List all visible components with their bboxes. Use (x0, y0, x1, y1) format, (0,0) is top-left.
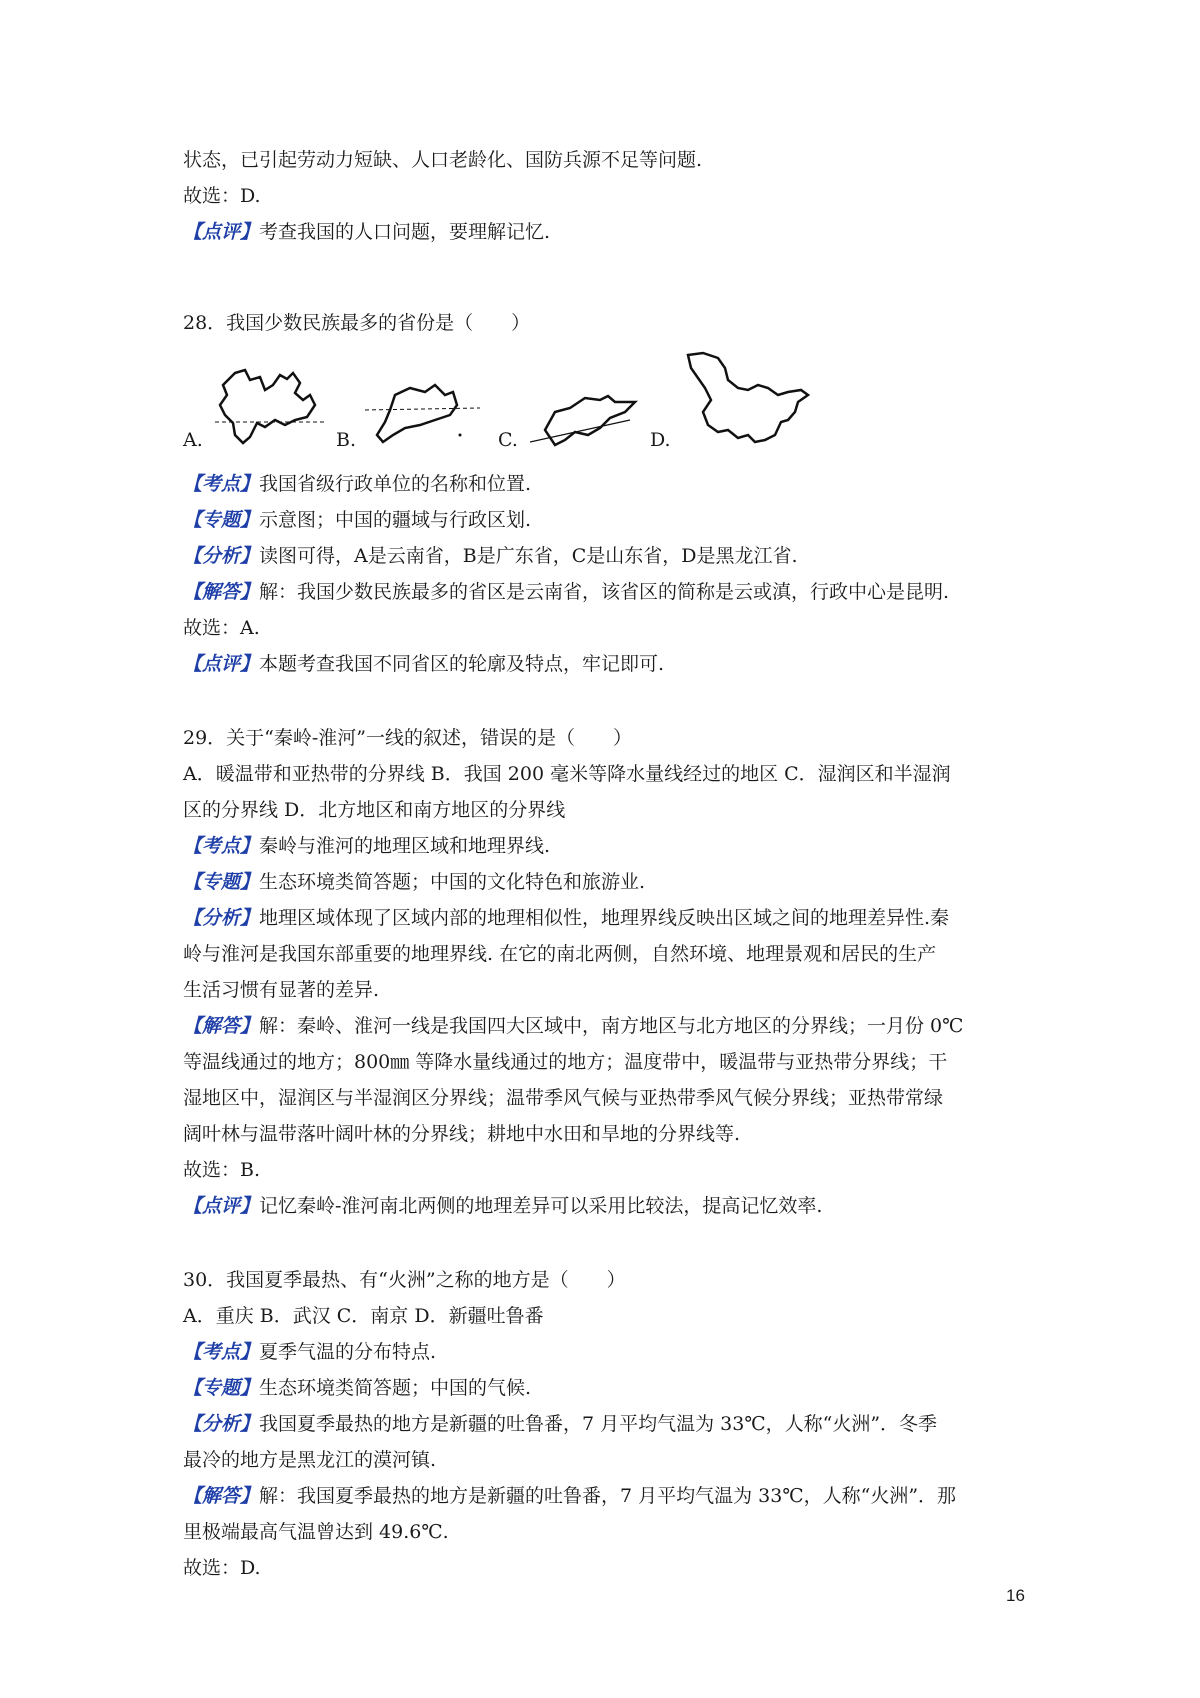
q30-fenxi-line-2: 最冷的地方是黑龙江的漠河镇. (183, 1449, 437, 1471)
q30-answer: 故选：D. (183, 1557, 261, 1579)
jieda-text: 解：我国少数民族最多的省区是云南省，该省区的简称是云或滇，行政中心是昆明. (259, 581, 950, 603)
q28-zhuanti (183, 502, 531, 538)
jieda-tag: 【解答】 (183, 1485, 260, 1507)
page-number: 16 (1006, 1586, 1025, 1605)
q30-jieda (183, 1478, 956, 1514)
heilongjiang-map-icon (683, 350, 813, 450)
q28-option-c: C. (498, 429, 518, 451)
fenxi-text: 我国夏季最热的地方是新疆的吐鲁番，7 月平均气温为 33℃，人称“火洲”．冬季 (259, 1413, 938, 1435)
fenxi-text: 读图可得，A是云南省，B是广东省，C是山东省，D是黑龙江省. (259, 545, 798, 567)
fenxi-tag: 【分析】 (183, 907, 260, 929)
kaodian-text: 夏季气温的分布特点. (259, 1341, 437, 1363)
review-tag: 【点评】 (183, 221, 260, 243)
review-text: 本题考查我国不同省区的轮廓及特点，牢记即可. (259, 653, 665, 675)
q29-jieda-line-2: 等温线通过的地方；800㎜ 等降水量线通过的地方；温度带中，暖温带与亚热带分界线；干 (183, 1051, 948, 1073)
fenxi-tag: 【分析】 (183, 1413, 260, 1435)
q28-jieda (183, 574, 949, 610)
q30-options: A．重庆 B．武汉 C．南京 D．新疆吐鲁番 (183, 1305, 544, 1327)
q30-zhuanti (183, 1370, 531, 1406)
q28-answer: 故选：A. (183, 617, 260, 639)
review-text: 记忆秦岭-淮河南北两侧的地理差异可以采用比较法，提高记忆效率. (259, 1195, 823, 1217)
q28-option-b: B. (336, 429, 357, 451)
q29-fenxi-line-3: 生活习惯有显著的差异. (183, 979, 380, 1001)
q28-review (183, 646, 664, 682)
q29-review (183, 1188, 822, 1224)
q28-option-d: D. (650, 429, 671, 451)
zhuanti-text: 生态环境类简答题；中国的气候. (259, 1377, 532, 1399)
q29-options-line-2: 区的分界线 D．北方地区和南方地区的分界线 (183, 799, 566, 821)
q29-jieda-line-4: 阔叶林与温带落叶阔叶林的分界线；耕地中水田和旱地的分界线等. (183, 1123, 741, 1145)
q28-option-a: A. (183, 429, 203, 451)
review-tag: 【点评】 (183, 653, 260, 675)
prev-review (183, 214, 550, 250)
q30-fenxi (183, 1406, 937, 1442)
q30-stem: 30．我国夏季最热、有“火洲”之称的地方是（ ） (183, 1269, 626, 1291)
prev-line-1: 状态，已引起劳动力短缺、人口老龄化、国防兵源不足等问题. (183, 149, 703, 171)
fenxi-tag: 【分析】 (183, 545, 260, 567)
guangdong-map-icon (365, 380, 485, 450)
q29-zhuanti (183, 864, 645, 900)
kaodian-tag: 【考点】 (183, 1341, 260, 1363)
zhuanti-tag: 【专题】 (183, 509, 260, 531)
q29-answer: 故选：B. (183, 1159, 261, 1181)
zhuanti-text: 生态环境类简答题；中国的文化特色和旅游业. (259, 871, 646, 893)
q29-fenxi (183, 900, 949, 936)
review-text: 考查我国的人口问题，要理解记忆. (259, 221, 551, 243)
q30-kaodian (183, 1334, 436, 1370)
kaodian-tag: 【考点】 (183, 473, 260, 495)
q29-fenxi-line-2: 岭与淮河是我国东部重要的地理界线. 在它的南北两侧，自然环境、地理景观和居民的生产 (183, 943, 937, 965)
q29-kaodian (183, 828, 550, 864)
fenxi-text: 地理区域体现了区域内部的地理相似性，地理界线反映出区域之间的地理差异性.秦 (259, 907, 950, 929)
zhuanti-text: 示意图；中国的疆域与行政区划. (259, 509, 532, 531)
q29-stem: 29．关于“秦岭-淮河”一线的叙述，错误的是（ ） (183, 727, 633, 749)
zhuanti-tag: 【专题】 (183, 1377, 260, 1399)
q28-fenxi (183, 538, 798, 574)
yunnan-map-icon (215, 365, 330, 445)
q29-jieda-line-3: 湿地区中，湿润区与半湿润区分界线；温带季风气候与亚热带季风气候分界线；亚热带常绿 (183, 1087, 944, 1109)
jieda-tag: 【解答】 (183, 1015, 260, 1037)
q28-kaodian (183, 466, 531, 502)
zhuanti-tag: 【专题】 (183, 871, 260, 893)
jieda-tag: 【解答】 (183, 581, 260, 603)
kaodian-tag: 【考点】 (183, 835, 260, 857)
q28-stem: 28．我国少数民族最多的省份是（ ） (183, 312, 531, 334)
q29-options-line-1: A．暖温带和亚热带的分界线 B．我国 200 毫米等降水量线经过的地区 C．湿润区和半湿润 (183, 763, 951, 785)
jieda-text: 解：我国夏季最热的地方是新疆的吐鲁番，7 月平均气温为 33℃，人称“火洲”．那 (259, 1485, 957, 1507)
review-tag: 【点评】 (183, 1195, 260, 1217)
shandong-map-icon (530, 390, 640, 452)
jieda-text: 解：秦岭、淮河一线是我国四大区域中，南方地区与北方地区的分界线；一月份 0℃ (259, 1015, 964, 1037)
prev-answer: 故选：D. (183, 185, 261, 207)
kaodian-text: 我国省级行政单位的名称和位置. (259, 473, 532, 495)
q30-jieda-line-2: 里极端最高气温曾达到 49.6℃. (183, 1521, 449, 1543)
kaodian-text: 秦岭与淮河的地理区域和地理界线. (259, 835, 551, 857)
q29-jieda (183, 1008, 963, 1044)
